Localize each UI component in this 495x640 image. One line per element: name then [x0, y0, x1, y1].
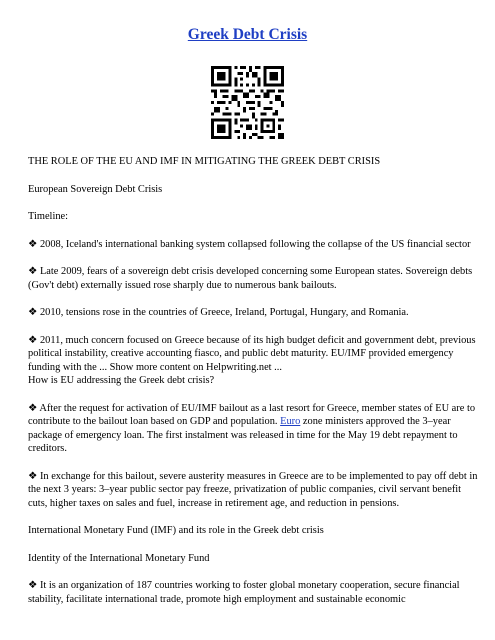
timeline-item-text: 2010, tensions rose in the countries of Greece, Ireland, Portugal, Hungary, and Romania.	[39, 307, 409, 318]
timeline-item-text: 2008, Iceland's international banking system collapsed following the collapse of the US financial sector	[39, 238, 471, 250]
bullet-icon: ❖	[28, 307, 38, 318]
imf-heading: International Monetary Fund (IMF) and its role in the Greek debt crisis	[28, 525, 324, 536]
timeline-item	[28, 334, 478, 388]
bullet-icon: ❖	[28, 334, 38, 346]
timeline-item	[28, 306, 478, 320]
timeline-item-text: 2011, much concern focused on Greece because of its high budget deficit and government debt, previous political instability, creative accounting fiasco, and public debt maturity. EU/IMF provided emergency funding with the ... Show more content on Helpwriting.net ...	[28, 334, 476, 373]
austerity-paragraph	[28, 470, 478, 511]
bullet-icon: ❖	[28, 266, 38, 277]
austerity-text: In exchange for this bailout, severe austerity measures in Greece are to be implemented to pay off debt in the next 3 years: 3–year public sector pay freeze, privatization of public companies, civil servant benefit cuts, higher taxes on sales and fuel, increase in retirement age, and reduction in pensions.	[28, 470, 478, 509]
bailout-paragraph	[28, 402, 478, 456]
bullet-icon: ❖	[28, 580, 38, 591]
euro-link[interactable]: Euro	[280, 416, 301, 427]
timeline-item-text: Late 2009, fears of a sovereign debt crisis developed concerning some European states. Sovereign debts (Gov't debt) externally issued rose sharply due to numerous bank bailouts.	[28, 266, 473, 291]
section-subheading: European Sovereign Debt Crisis	[28, 183, 163, 195]
imf-org-text: It is an organization of 187 countries working to foster global monetary cooperation, secure financial stability, facilitate international trade, promote high employment and sustainable economic	[28, 580, 460, 605]
document-body	[28, 155, 478, 620]
question-text: How is EU addressing the Greek debt crisis?	[28, 375, 215, 386]
bullet-icon: ❖	[28, 470, 38, 482]
bullet-icon: ❖	[28, 402, 38, 414]
timeline-label: Timeline:	[28, 211, 69, 222]
document-heading: THE ROLE OF THE EU AND IMF IN MITIGATING THE GREEK DEBT CRISIS	[28, 156, 381, 167]
timeline-item	[28, 238, 478, 252]
bullet-icon: ❖	[28, 238, 38, 250]
timeline-item	[28, 265, 478, 292]
imf-paragraph	[28, 579, 478, 606]
imf-identity: Identity of the International Monetary Fund	[28, 552, 210, 564]
bailout-text-before: After the request for activation of EU/IMF bailout as a last resort for Greece, member states of EU are to contribute to the bailout loan based on GDP and population.	[28, 402, 476, 427]
qr-code-icon	[211, 66, 284, 139]
document-title-link[interactable]: Greek Debt Crisis	[187, 26, 308, 43]
bailout-text-after: zone ministers approved the 3–year package of emergency loan. The first instalment was released in time for the May 19 debt repayment to creditors.	[28, 416, 458, 454]
